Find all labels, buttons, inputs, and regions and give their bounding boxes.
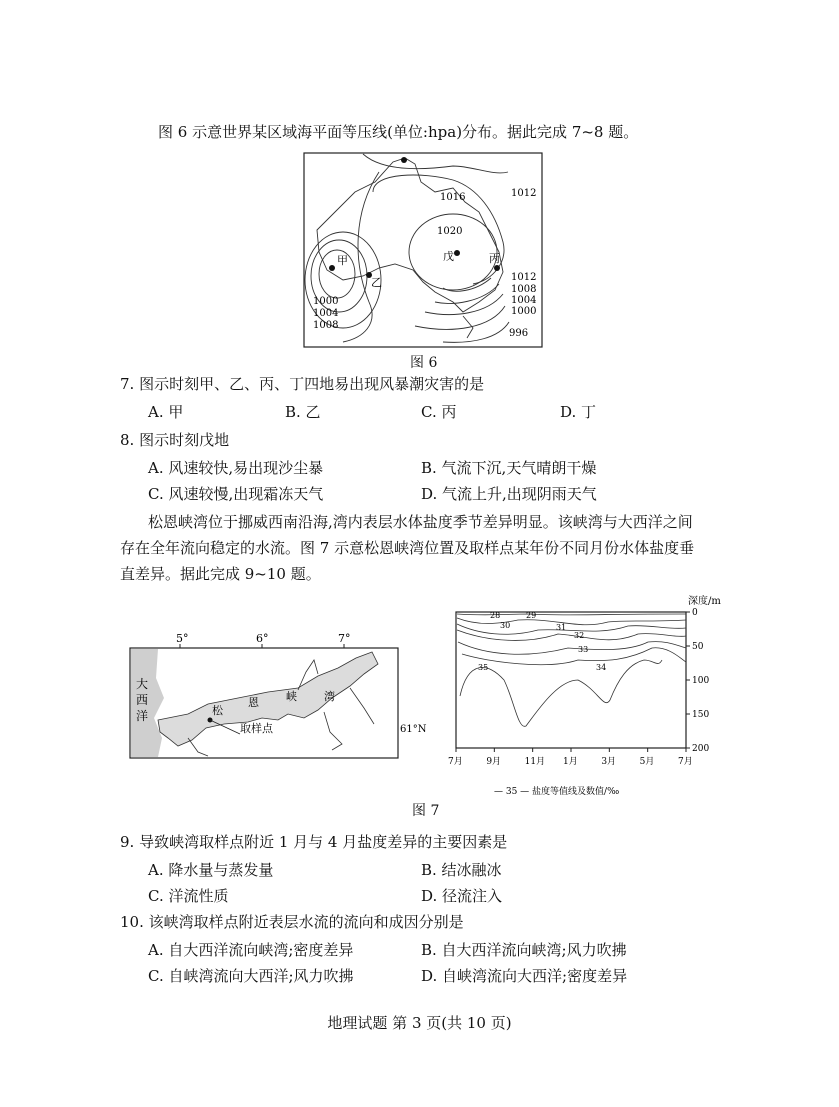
contour-label: 31 bbox=[556, 623, 567, 632]
sample-label: 取样点 bbox=[240, 722, 273, 735]
fjord-char: 峡 bbox=[286, 690, 297, 703]
figure-6-isobar-map bbox=[303, 152, 543, 348]
x-tick-label: 1月 bbox=[563, 757, 578, 767]
lon-5: 5° bbox=[176, 632, 189, 645]
place-yi: 乙 bbox=[371, 276, 382, 289]
q10-option-c[interactable]: C. 自峡湾流向大西洋;风力吹拂 bbox=[148, 967, 354, 985]
isobar-label: 1004 bbox=[313, 308, 339, 319]
isobar-label: 1008 bbox=[511, 284, 537, 295]
passage-line-2: 存在全年流向稳定的水流。图 7 示意松恩峡湾位置及取样点某年份不同月份水体盐度垂 bbox=[120, 539, 695, 557]
q7-option-b[interactable]: B. 乙 bbox=[285, 403, 321, 421]
x-tick-label: 5月 bbox=[639, 757, 655, 767]
q10-stem: 10. 该峡湾取样点附近表层水流的流向和成因分别是 bbox=[120, 913, 464, 931]
isobar-label: 1020 bbox=[437, 226, 463, 237]
figure-7-salinity-chart bbox=[448, 590, 738, 796]
x-tick-label: 7月 bbox=[678, 757, 693, 767]
ocean-char: 大 bbox=[136, 677, 149, 691]
isobar-label: 1004 bbox=[511, 295, 537, 306]
isobar-label: 1012 bbox=[511, 272, 537, 283]
x-tick-label: 3月 bbox=[601, 757, 617, 767]
lon-7: 7° bbox=[338, 632, 351, 645]
q9-option-c[interactable]: C. 洋流性质 bbox=[148, 887, 229, 905]
passage-line-3: 直差异。据此完成 9~10 题。 bbox=[120, 565, 321, 583]
isobar-label: 1016 bbox=[440, 192, 466, 203]
isobar-label: 996 bbox=[509, 328, 529, 339]
place-jia: 甲 bbox=[337, 254, 348, 267]
figure-7-caption: 图 7 bbox=[412, 803, 440, 819]
q8-stem: 8. 图示时刻戊地 bbox=[120, 431, 230, 449]
y-tick-label: 150 bbox=[692, 710, 710, 720]
fjord-char: 湾 bbox=[324, 690, 335, 703]
figure-7-fjord-map bbox=[128, 628, 427, 764]
q8-option-a[interactable]: A. 风速较快,易出现沙尘暴 bbox=[148, 459, 324, 477]
contour-label: 33 bbox=[578, 645, 589, 654]
place-bing: 丙 bbox=[489, 252, 500, 265]
passage-line-1: 松恩峡湾位于挪威西南沿海,湾内表层水体盐度季节差异明显。该峡湾与大西洋之间 bbox=[148, 513, 693, 531]
depth-axis-label: 深度/m bbox=[688, 596, 721, 607]
isobar-label: 1000 bbox=[511, 306, 537, 317]
q7-option-d[interactable]: D. 丁 bbox=[560, 403, 597, 421]
x-tick-label: 9月 bbox=[486, 757, 502, 767]
y-tick-label: 0 bbox=[692, 608, 698, 618]
q8-option-d[interactable]: D. 气流上升,出现阴雨天气 bbox=[421, 485, 597, 503]
contour-label: 32 bbox=[574, 631, 585, 640]
place-wu: 戊 bbox=[443, 250, 454, 263]
q8-option-c[interactable]: C. 风速较慢,出现霜冻天气 bbox=[148, 485, 324, 503]
isobar-label: 1012 bbox=[511, 188, 537, 199]
x-tick-label: 11月 bbox=[524, 757, 546, 767]
fjord-char: 松 bbox=[212, 704, 223, 717]
lat-61n: 61°N bbox=[400, 724, 427, 735]
y-tick-label: 50 bbox=[692, 642, 704, 652]
y-tick-label: 200 bbox=[692, 744, 710, 754]
contour-label: 34 bbox=[596, 663, 607, 672]
isobar-label: 1000 bbox=[313, 296, 339, 307]
lon-6: 6° bbox=[256, 632, 269, 645]
q8-option-b[interactable]: B. 气流下沉,天气晴朗干燥 bbox=[421, 459, 597, 477]
q10-option-b[interactable]: B. 自大西洋流向峡湾;风力吹拂 bbox=[421, 941, 627, 959]
q9-option-d[interactable]: D. 径流注入 bbox=[421, 887, 503, 905]
contour-label: 30 bbox=[500, 621, 511, 630]
page-footer: 地理试题 第 3 页(共 10 页) bbox=[327, 1014, 512, 1032]
q9-option-a[interactable]: A. 降水量与蒸发量 bbox=[148, 861, 274, 879]
q10-option-d[interactable]: D. 自峡湾流向大西洋;密度差异 bbox=[421, 967, 628, 985]
ocean-char: 西 bbox=[136, 693, 149, 707]
y-tick-label: 100 bbox=[692, 676, 710, 686]
q7-option-c[interactable]: C. 丙 bbox=[421, 403, 457, 421]
q9-option-b[interactable]: B. 结冰融冰 bbox=[421, 861, 502, 879]
ocean-char: 洋 bbox=[136, 709, 149, 723]
q9-stem: 9. 导致峡湾取样点附近 1 月与 4 月盐度差异的主要因素是 bbox=[120, 833, 508, 851]
fjord-char: 恩 bbox=[248, 696, 259, 709]
chart-plot-area bbox=[456, 612, 686, 748]
chart-legend: — 35 — 盐度等值线及数值/‰ bbox=[494, 787, 620, 797]
q7-stem: 7. 图示时刻甲、乙、丙、丁四地易出现风暴潮灾害的是 bbox=[120, 375, 485, 393]
intro-fig6: 图 6 示意世界某区域海平面等压线(单位:hpa)分布。据此完成 7~8 题。 bbox=[158, 123, 639, 141]
contour-label: 29 bbox=[526, 611, 537, 620]
contour-label: 28 bbox=[490, 611, 501, 620]
contour-label: 35 bbox=[478, 663, 489, 672]
figure-6-caption: 图 6 bbox=[410, 355, 438, 371]
q10-option-a[interactable]: A. 自大西洋流向峡湾;密度差异 bbox=[148, 941, 354, 959]
q7-option-a[interactable]: A. 甲 bbox=[148, 403, 184, 421]
x-tick-label: 7月 bbox=[448, 757, 463, 767]
isobar-label: 1008 bbox=[313, 320, 339, 331]
